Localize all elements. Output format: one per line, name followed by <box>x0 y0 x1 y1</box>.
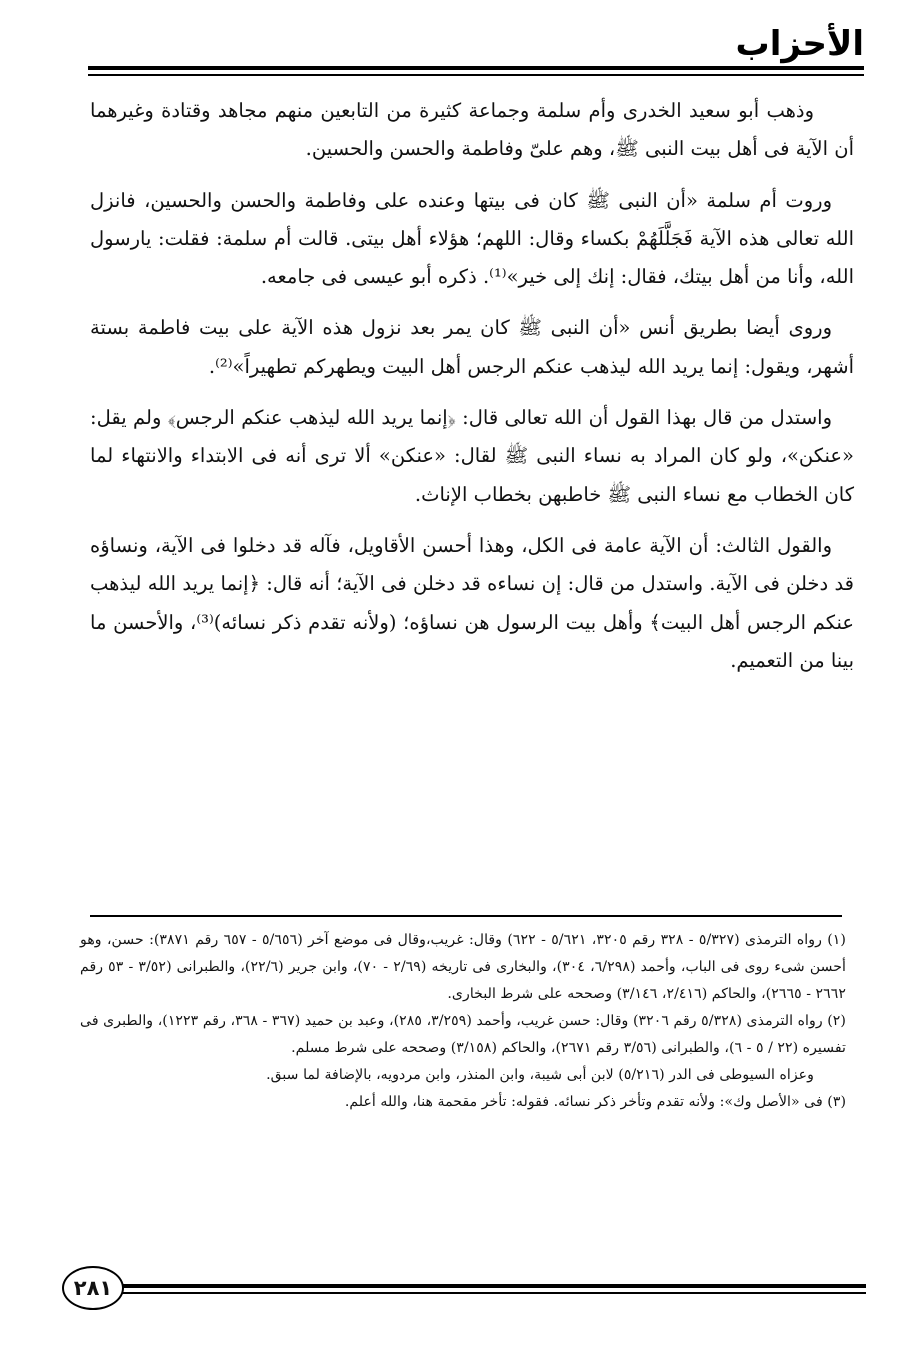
footer-rule-thick <box>122 1284 866 1288</box>
footnote-separator <box>90 915 842 917</box>
page-number: ٢٨١ <box>62 1266 124 1310</box>
footnote: (١) رواه الترمذى (٥/٣٢٧ - ٣٢٨ رقم ٣٢٠٥، ٥/٦٢١ - ٦٢٢) وقال: غريب،وقال فى موضع آخر (٥/٦٥٦ - ٦٥٧ رقم ٣٨٧١): حسن، وهو أحسن شىء روى فى الباب، وأحمد (٦/٢٩٨، ٣٠٤)، والبخارى فى تاريخه (٢/٦٩ - ٧٠)، وابن جرير (٢٢/٦)، والطبرانى (٣/٥٢ - ٥٣ رقم ٢٦٦٢ - ٢٦٦٥)، والحاكم (٢/٤١٦، ٣/١٤٦) وصححه على شرط البخارى. <box>80 932 846 1002</box>
footnotes <box>80 927 846 1116</box>
footer-rule-thin <box>122 1292 866 1294</box>
page-footer <box>62 1266 866 1316</box>
paragraph: واستدل من قال بهذا القول أن الله تعالى قال: ﴿إنما يريد الله ليذهب عنكم الرجس﴾ ولم يقل: «عنكن»، ولو كان المراد به نساء النبى ﷺ لقال: «عنكن» ألا ترى أنه فى الابتداء والانتهاء لما كان الخطاب مع نساء النبى ﷺ خاطبهن بخطاب الإناث. <box>90 406 854 506</box>
page-header <box>88 20 864 82</box>
footnote: (٣) فى «الأصل وك»: ولأنه تقدم وتأخر ذكر نسائه. فقوله: تأخر مقحمة هنا، والله أعلم. <box>344 1094 846 1110</box>
footnote: (٢) رواه الترمذى (٥/٣٢٨ رقم ٣٢٠٦) وقال: حسن غريب، وأحمد (٣/٢٥٩، ٢٨٥)، وعبد بن حميد (٣٦٧ - ٣٦٨، رقم ١٢٢٣)، والطبرى فى تفسيره (٢٢ / ٥ - ٦)، والطبرانى (٣/٥٦ رقم ٢٦٧١)، والحاكم (٣/١٥٨) وصححه على شرط مسلم. <box>80 1013 846 1056</box>
surah-title: الأحزاب <box>735 24 864 64</box>
paragraph: والقول الثالث: أن الآية عامة فى الكل، وهذا أحسن الأقاويل، فآله قد دخلوا فى الآية، ونساؤه قد دخلن فى الآية. واستدل من قال: إن نساءه قد دخلن فى الآية؛ أنه قال: ﴿إنما يريد الله ليذهب عنكم الرجس أهل البيت﴾ وأهل بيت الرسول هن نساؤه؛ (ولأنه تقدم ذكر نسائه)⁽³⁾، والأحسن ما بينا من التعميم. <box>90 533 854 672</box>
footnote: وعزاه السيوطى فى الدر (٥/٢١٦) لابن أبى شيبة، وابن المنذر، وابن مردويه، بالإضافة لما سبق. <box>266 1067 814 1083</box>
paragraph: وروت أم سلمة «أن النبى ﷺ كان فى بيتها وعنده على وفاطمة والحسن والحسين، فانزل الله تعالى هذه الآية فَجَلَّلَهُمْ بكساء وقال: اللهم؛ هؤلاء أهل بيتى. قالت أم سلمة: فقلت: يارسول الله، وأنا من أهل بيتك، فقال: إنك إلى خير»⁽¹⁾. ذكره أبو عيسى فى جامعه. <box>90 188 854 289</box>
header-rule-thin <box>88 74 864 76</box>
header-rule-thick <box>88 66 864 70</box>
paragraph: وروى أيضا بطريق أنس «أن النبى ﷺ كان يمر بعد نزول هذه الآية على بيت فاطمة بستة أشهر، ويقول: إنما يريد الله ليذهب عنكم الرجس أهل البيت ويطهركم تطهيراً»⁽²⁾. <box>90 316 854 378</box>
paragraph: وذهب أبو سعيد الخدرى وأم سلمة وجماعة كثيرة من التابعين منهم مجاهد وقتادة وغيرهما أن الآية فى أهل بيت النبى ﷺ، وهم علىّ وفاطمة والحسن والحسين. <box>90 99 854 161</box>
main-text <box>90 92 854 693</box>
